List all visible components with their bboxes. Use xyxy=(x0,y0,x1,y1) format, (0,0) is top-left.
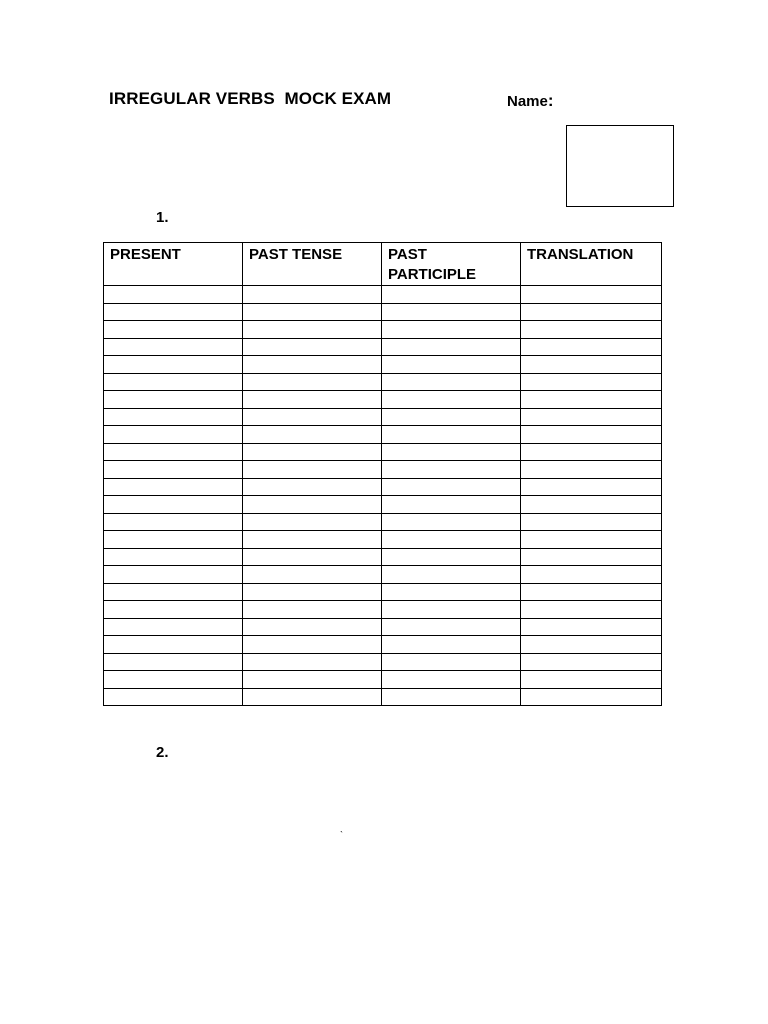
answer-cell[interactable] xyxy=(104,548,243,566)
table-header-row xyxy=(104,243,662,286)
answer-cell[interactable] xyxy=(521,321,662,339)
table-row xyxy=(104,321,662,339)
answer-cell[interactable] xyxy=(243,478,382,496)
answer-cell[interactable] xyxy=(521,373,662,391)
answer-cell[interactable] xyxy=(104,478,243,496)
answer-cell[interactable] xyxy=(104,373,243,391)
answer-cell[interactable] xyxy=(104,601,243,619)
answer-cell[interactable] xyxy=(382,286,521,304)
answer-cell[interactable] xyxy=(382,303,521,321)
score-box[interactable] xyxy=(566,125,674,207)
table-row xyxy=(104,391,662,409)
table-row xyxy=(104,496,662,514)
answer-cell[interactable] xyxy=(243,443,382,461)
answer-cell[interactable] xyxy=(243,373,382,391)
column-header-past-tense: PAST TENSE xyxy=(243,243,382,286)
answer-cell[interactable] xyxy=(521,618,662,636)
table-row xyxy=(104,653,662,671)
answer-cell[interactable] xyxy=(521,356,662,374)
table-row xyxy=(104,513,662,531)
table-row xyxy=(104,443,662,461)
table-row xyxy=(104,618,662,636)
exam-title: IRREGULAR VERBS MOCK EXAM xyxy=(109,89,392,108)
answer-cell[interactable] xyxy=(243,391,382,409)
answer-cell[interactable] xyxy=(104,426,243,444)
answer-cell[interactable] xyxy=(521,601,662,619)
answer-cell[interactable] xyxy=(104,338,243,356)
table-row xyxy=(104,478,662,496)
answer-cell[interactable] xyxy=(382,391,521,409)
answer-cell[interactable] xyxy=(243,461,382,479)
answer-cell[interactable] xyxy=(382,461,521,479)
answer-cell[interactable] xyxy=(243,286,382,304)
answer-cell[interactable] xyxy=(521,531,662,549)
answer-cell[interactable] xyxy=(243,303,382,321)
table-row xyxy=(104,688,662,706)
answer-cell[interactable] xyxy=(382,548,521,566)
answer-cell[interactable] xyxy=(104,688,243,706)
answer-cell[interactable] xyxy=(104,461,243,479)
answer-cell[interactable] xyxy=(382,321,521,339)
answer-cell[interactable] xyxy=(521,653,662,671)
table-row xyxy=(104,636,662,654)
answer-cell[interactable] xyxy=(243,566,382,584)
answer-cell[interactable] xyxy=(104,303,243,321)
answer-cell[interactable] xyxy=(382,583,521,601)
table-row xyxy=(104,303,662,321)
answer-cell[interactable] xyxy=(382,671,521,689)
table-row xyxy=(104,373,662,391)
answer-cell[interactable] xyxy=(104,443,243,461)
answer-cell[interactable] xyxy=(104,286,243,304)
table-row xyxy=(104,671,662,689)
answer-cell[interactable] xyxy=(243,636,382,654)
answer-cell[interactable] xyxy=(243,531,382,549)
table-row xyxy=(104,566,662,584)
table-row xyxy=(104,583,662,601)
answer-cell[interactable] xyxy=(521,478,662,496)
answer-cell[interactable] xyxy=(521,408,662,426)
column-header-translation: TRANSLATION xyxy=(521,243,662,286)
answer-cell[interactable] xyxy=(521,286,662,304)
answer-cell[interactable] xyxy=(382,688,521,706)
answer-cell[interactable] xyxy=(243,321,382,339)
answer-cell[interactable] xyxy=(382,443,521,461)
answer-cell[interactable] xyxy=(243,496,382,514)
answer-cell[interactable] xyxy=(104,408,243,426)
answer-cell[interactable] xyxy=(243,426,382,444)
name-label-text: Name xyxy=(507,93,548,110)
answer-cell[interactable] xyxy=(243,338,382,356)
answer-cell[interactable] xyxy=(243,548,382,566)
answer-cell[interactable] xyxy=(521,688,662,706)
answer-cell[interactable] xyxy=(243,583,382,601)
answer-cell[interactable] xyxy=(243,356,382,374)
section-number-1: 1. xyxy=(156,209,169,226)
table-row xyxy=(104,408,662,426)
column-header-present: PRESENT xyxy=(104,243,243,286)
answer-cell[interactable] xyxy=(104,583,243,601)
table-row xyxy=(104,426,662,444)
answer-cell[interactable] xyxy=(382,566,521,584)
answer-cell[interactable] xyxy=(521,461,662,479)
answer-cell[interactable] xyxy=(521,303,662,321)
answer-cell[interactable] xyxy=(382,338,521,356)
answer-cell[interactable] xyxy=(382,513,521,531)
answer-cell[interactable] xyxy=(104,636,243,654)
answer-cell[interactable] xyxy=(521,513,662,531)
answer-cell[interactable] xyxy=(243,618,382,636)
answer-cell[interactable] xyxy=(521,391,662,409)
answer-cell[interactable] xyxy=(382,478,521,496)
stray-mark: ` xyxy=(340,830,343,840)
answer-cell[interactable] xyxy=(104,653,243,671)
answer-cell[interactable] xyxy=(382,653,521,671)
answer-cell[interactable] xyxy=(243,688,382,706)
table-body xyxy=(104,286,662,706)
irregular-verbs-table xyxy=(103,242,662,706)
answer-cell[interactable] xyxy=(382,636,521,654)
answer-cell[interactable] xyxy=(104,356,243,374)
answer-cell[interactable] xyxy=(382,531,521,549)
answer-cell[interactable] xyxy=(104,513,243,531)
answer-cell[interactable] xyxy=(104,391,243,409)
answer-cell[interactable] xyxy=(104,566,243,584)
answer-cell[interactable] xyxy=(521,583,662,601)
answer-cell[interactable] xyxy=(382,426,521,444)
name-label-colon: : xyxy=(547,91,554,110)
answer-cell[interactable] xyxy=(104,671,243,689)
answer-cell[interactable] xyxy=(521,338,662,356)
answer-cell[interactable] xyxy=(104,618,243,636)
answer-cell[interactable] xyxy=(521,566,662,584)
answer-cell[interactable] xyxy=(104,321,243,339)
answer-cell[interactable] xyxy=(382,373,521,391)
answer-cell[interactable] xyxy=(243,653,382,671)
table-row xyxy=(104,286,662,304)
section-number-2: 2. xyxy=(156,744,169,761)
table-row xyxy=(104,356,662,374)
answer-cell[interactable] xyxy=(382,356,521,374)
answer-cell[interactable] xyxy=(243,671,382,689)
answer-cell[interactable] xyxy=(521,443,662,461)
answer-cell[interactable] xyxy=(382,601,521,619)
answer-cell[interactable] xyxy=(104,496,243,514)
answer-cell[interactable] xyxy=(521,496,662,514)
column-header-past-participle: PAST PARTICIPLE xyxy=(382,243,521,286)
table-row xyxy=(104,548,662,566)
table-row xyxy=(104,531,662,549)
answer-cell[interactable] xyxy=(382,496,521,514)
answer-cell[interactable] xyxy=(382,618,521,636)
table-row xyxy=(104,601,662,619)
answer-cell[interactable] xyxy=(243,408,382,426)
answer-cell[interactable] xyxy=(521,426,662,444)
table-row xyxy=(104,338,662,356)
answer-cell[interactable] xyxy=(243,601,382,619)
name-label xyxy=(507,91,554,111)
answer-cell[interactable] xyxy=(521,671,662,689)
answer-cell[interactable] xyxy=(104,531,243,549)
answer-cell[interactable] xyxy=(521,548,662,566)
table-row xyxy=(104,461,662,479)
answer-cell[interactable] xyxy=(382,408,521,426)
answer-cell[interactable] xyxy=(243,513,382,531)
answer-cell[interactable] xyxy=(521,636,662,654)
